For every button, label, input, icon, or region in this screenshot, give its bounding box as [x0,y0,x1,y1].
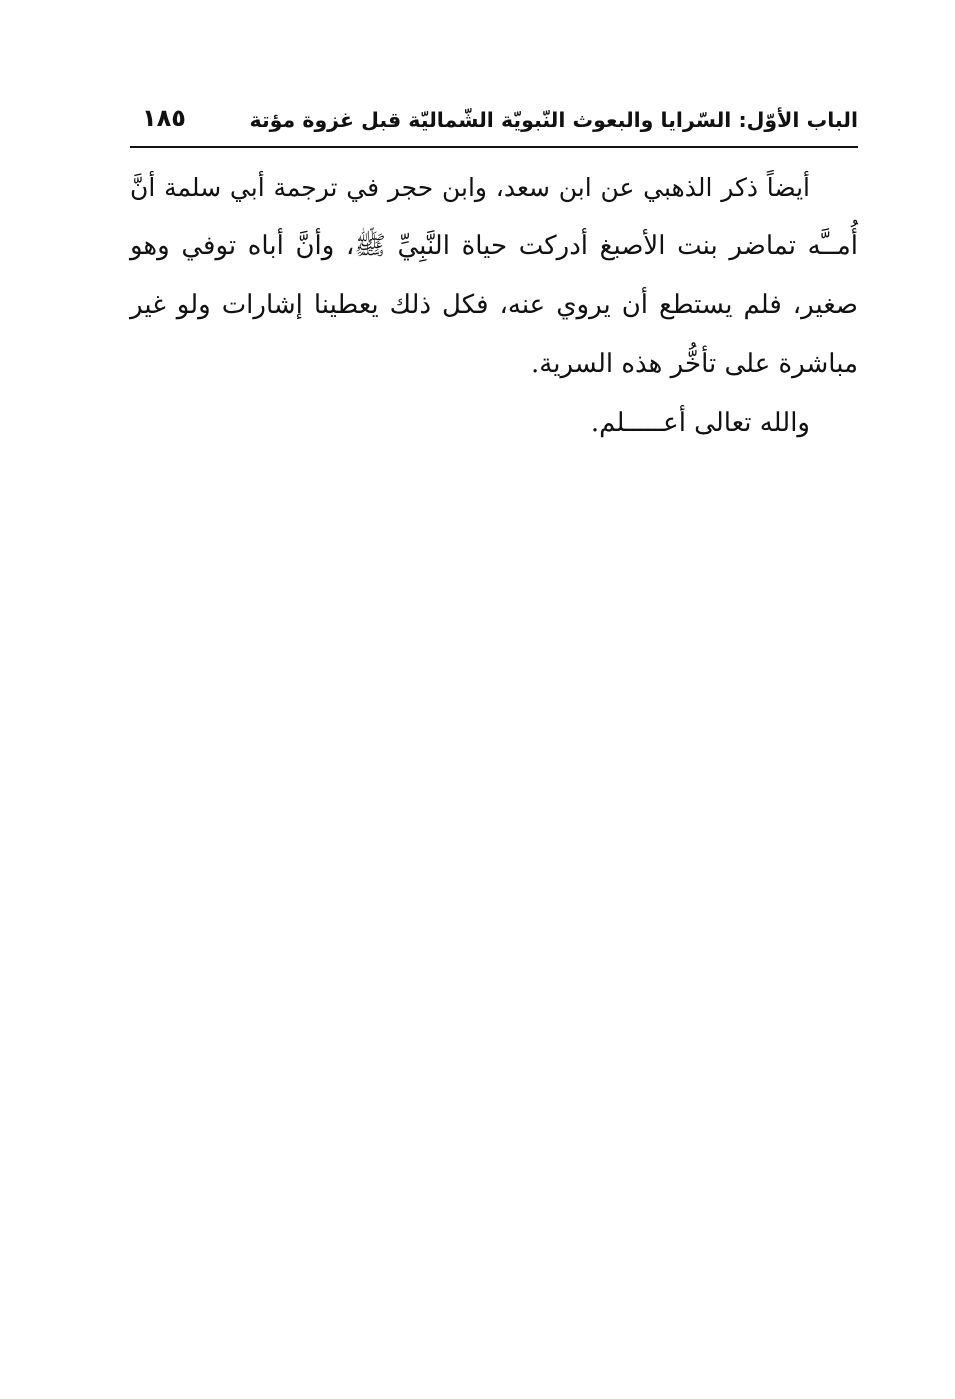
page-number: ١٨٥ [142,104,186,132]
paragraph-line: صغير، فلم يستطع أن يروي عنه، فكل ذلك يعطينا إشارات ولو غير [130,290,858,320]
header-rule [130,146,858,148]
body-text [130,158,858,453]
running-title: الباب الأوّل: السّرايا والبعوث النّبويّة الشّماليّة قبل غزوة مؤتة [249,108,858,132]
page-header [130,96,858,148]
closing-line: والله تعالى أعـــــلم. [590,408,810,438]
paragraph-line: مباشرة على تأخُّر هذه السرية. [531,349,858,379]
paragraph-line: أُمــَّه تماضر بنت الأصبغ أدركت حياة النَّبِيِّ ﷺ، وأنَّ أباه توفي وهو [130,231,858,261]
paragraph-line: أيضاً ذكر الذهبي عن ابن سعد، وابن حجر في ترجمة أبي سلمة أنَّ [130,173,810,202]
